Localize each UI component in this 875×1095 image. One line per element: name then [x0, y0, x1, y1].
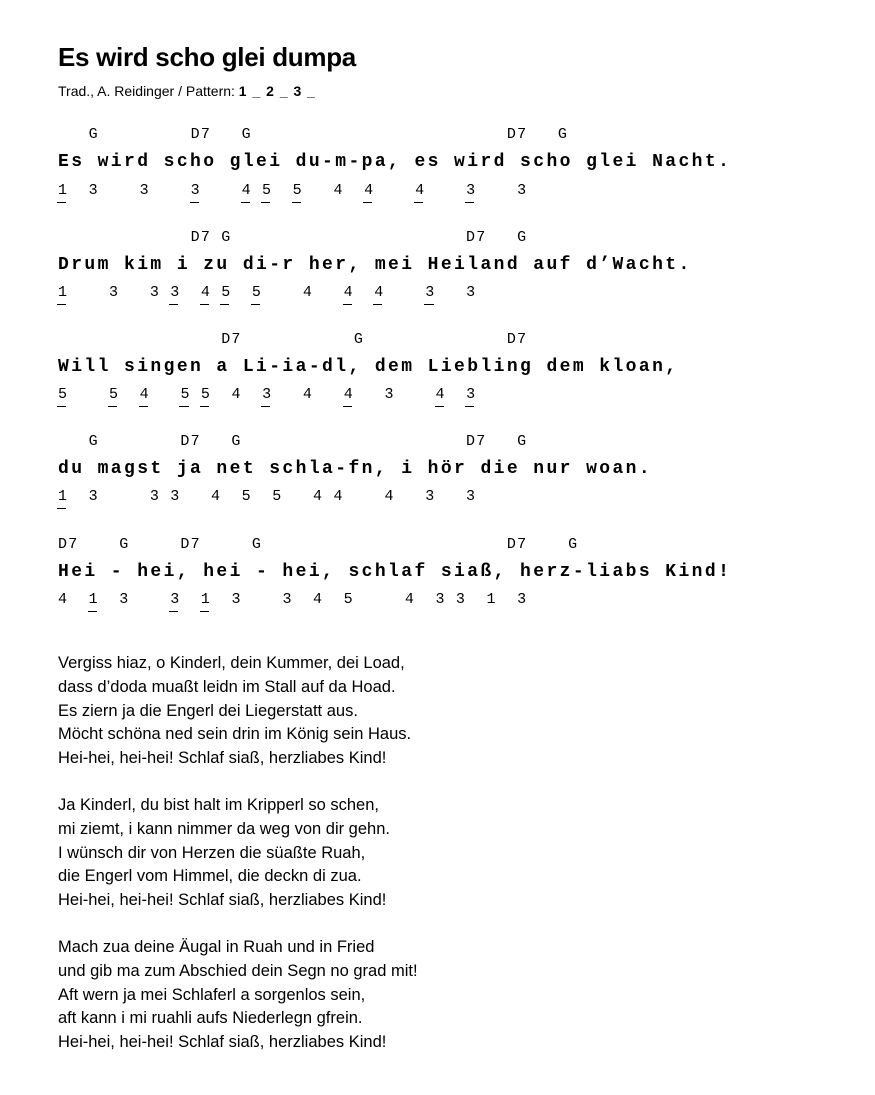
underlined-number: 3 [262, 386, 273, 403]
verse-line: Ja Kinderl, du bist halt im Kripperl so schen, [58, 795, 379, 814]
underlined-number: 1 [58, 182, 69, 199]
verse-line: Vergiss hiaz, o Kinderl, dein Kummer, dei Load, [58, 654, 405, 672]
verse-stanza [58, 652, 838, 771]
underlined-number: 1 [88, 591, 99, 608]
underlined-number: 4 [241, 182, 252, 199]
underlined-number: 5 [262, 182, 273, 199]
verse-line: dass d’doda muaßt leidn im Stall auf da Hoad. [58, 677, 396, 696]
chord-line: D7 G D7 G [58, 229, 528, 246]
verse-line: Aft wern ja mei Schlaferl a sorgenlos sein, [58, 985, 366, 1004]
verse-line: Hei-hei, hei-hei! Schlaf siaß, herzliabes Kind! [58, 891, 387, 910]
underlined-number: 4 [200, 284, 212, 301]
verse-line: Mach zua deine Äugal in Ruah und in Fried [58, 937, 375, 956]
verse-line: I wünsch dir von Herzen die süaßte Ruah, [58, 843, 366, 862]
verse-line: Hei-hei, hei-hei! Schlaf siaß, herzliabes Kind! [58, 749, 387, 768]
underlined-number: 4 [374, 284, 385, 301]
underlined-number: 5 [292, 182, 303, 199]
song-subtitle [58, 83, 316, 99]
underlined-number: 1 [58, 284, 69, 301]
lyric-line: Drum kim i zu di-r her, mei Heiland auf d’Wacht. [58, 255, 692, 275]
chord-line: G D7 G D7 G [58, 433, 528, 450]
underlined-number: 1 [200, 591, 212, 608]
underlined-number: 5 [180, 386, 191, 403]
lyric-line: Hei - hei, hei - hei, schlaf siaß, herz-liabs Kind! [58, 562, 732, 582]
chord-line: G D7 G D7 G [58, 126, 569, 143]
underlined-number: 3 [190, 182, 201, 199]
underlined-number: 3 [466, 182, 477, 199]
underlined-number: 4 [364, 182, 375, 199]
verse-line: Hei-hei, hei-hei! Schlaf siaß, herzliabes Kind! [58, 1033, 387, 1052]
underlined-number: 5 [200, 386, 212, 403]
chord-line: D7 G D7 [58, 331, 528, 348]
number-line: 1 3 3 3 4 5 5 4 4 4 3 3 [58, 488, 477, 505]
verse-line: Es ziern ja die Engerl dei Liegerstatt aus. [58, 701, 358, 720]
underlined-number: 3 [425, 284, 436, 301]
underlined-number: 4 [139, 386, 150, 403]
song-title: Es wird scho glei dumpa [58, 42, 356, 72]
lyric-line: Es wird scho glei du-m-pa, es wird scho glei Nacht. [58, 152, 732, 172]
underlined-number: 5 [58, 386, 69, 403]
underlined-number: 5 [109, 386, 120, 403]
verse-stanza [58, 794, 838, 913]
chord-line: D7 G D7 G D7 G [58, 536, 579, 553]
lyric-line: du magst ja net schla-fn, i hör die nur woan. [58, 459, 653, 479]
underlined-number: 4 [415, 182, 426, 199]
number-line: 1 3 3 3 4 5 5 4 4 4 3 3 [58, 284, 477, 301]
verse-line: aft kann i mi ruahli aufs Niederlegn gfrein. [58, 1009, 363, 1028]
underlined-number: 3 [170, 284, 181, 301]
underlined-number: 1 [58, 488, 69, 505]
pattern-text: 1 _ 2 _ 3 _ [238, 83, 316, 99]
underlined-number: 3 [170, 591, 181, 608]
verse-stanza [58, 936, 838, 1055]
verses [58, 652, 838, 1078]
underlined-number: 4 [343, 284, 354, 301]
underlined-number: 3 [466, 386, 477, 403]
lyric-line: Will singen a Li-ia-dl, dem Liebling dem kloan, [58, 357, 679, 377]
underlined-number: 4 [435, 386, 446, 403]
verse-line: Möcht schöna ned sein drin im König sein Haus. [58, 725, 412, 744]
underlined-number: 5 [251, 284, 263, 301]
verse-line: die Engerl vom Himmel, die deckn di zua. [58, 867, 362, 886]
number-line: 1 3 3 3 4 5 5 4 4 4 3 3 [58, 182, 528, 199]
number-line: 4 1 3 3 1 3 3 4 5 4 3 3 1 3 [58, 591, 528, 608]
underlined-number: 5 [221, 284, 232, 301]
verse-line: und gib ma zum Abschied dein Segn no grad mit! [58, 961, 418, 980]
number-line: 5 5 4 5 5 4 3 4 4 3 4 3 [58, 386, 477, 403]
underlined-number: 4 [343, 386, 354, 403]
verse-line: mi ziemt, i kann nimmer da weg von dir gehn. [58, 819, 390, 838]
credits-text: Trad., A. Reidinger / Pattern: [58, 83, 239, 99]
